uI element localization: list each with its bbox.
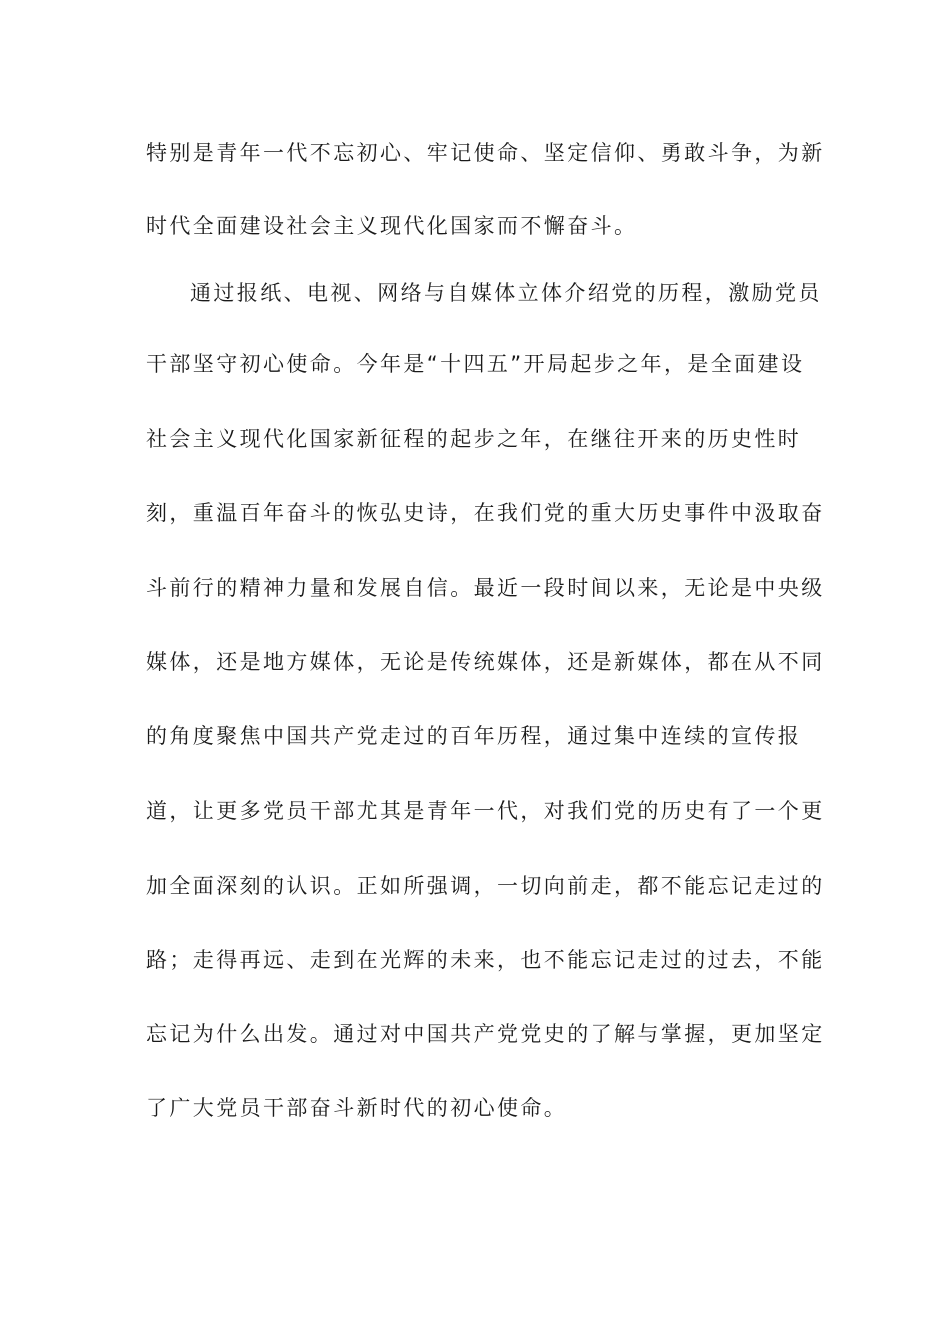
text-line: 的角度聚焦中国共产党走过的百年历程，通过集中连续的宣传报	[146, 724, 802, 748]
text-line: 媒体，还是地方媒体，无论是传统媒体，还是新媒体，都在从不同	[146, 650, 825, 674]
text-line: 道，让更多党员干部尤其是青年一代，对我们党的历史有了一个更	[146, 799, 825, 823]
text-line: 斗前行的精神力量和发展自信。最近一段时间以来，无论是中央级	[146, 576, 825, 600]
text-line: 加全面深刻的认识。正如所强调，一切向前走，都不能忘记走过的	[146, 874, 825, 898]
text-line: 时代全面建设社会主义现代化国家而不懈奋斗。	[146, 214, 638, 238]
text-line: 忘记为什么出发。通过对中国共产党党史的了解与掌握，更加坚定	[146, 1022, 825, 1046]
text-line: 干部坚守初心使命。今年是“十四五”开局起步之年，是全面建设	[146, 352, 805, 376]
text-line: 路；走得再远、走到在光辉的未来，也不能忘记走过的过去，不能	[146, 948, 825, 972]
text-line: 社会主义现代化国家新征程的起步之年，在继往开来的历史性时	[146, 427, 802, 451]
paragraph-first-line: 通过报纸、电视、网络与自媒体立体介绍党的历程，激励党员	[190, 281, 822, 305]
text-line: 了广大党员干部奋斗新时代的初心使命。	[146, 1096, 568, 1120]
text-line: 刻，重温百年奋斗的恢弘史诗，在我们党的重大历史事件中汲取奋	[146, 501, 825, 525]
text-line: 特别是青年一代不忘初心、牢记使命、坚定信仰、勇敢斗争，为新	[146, 141, 825, 165]
